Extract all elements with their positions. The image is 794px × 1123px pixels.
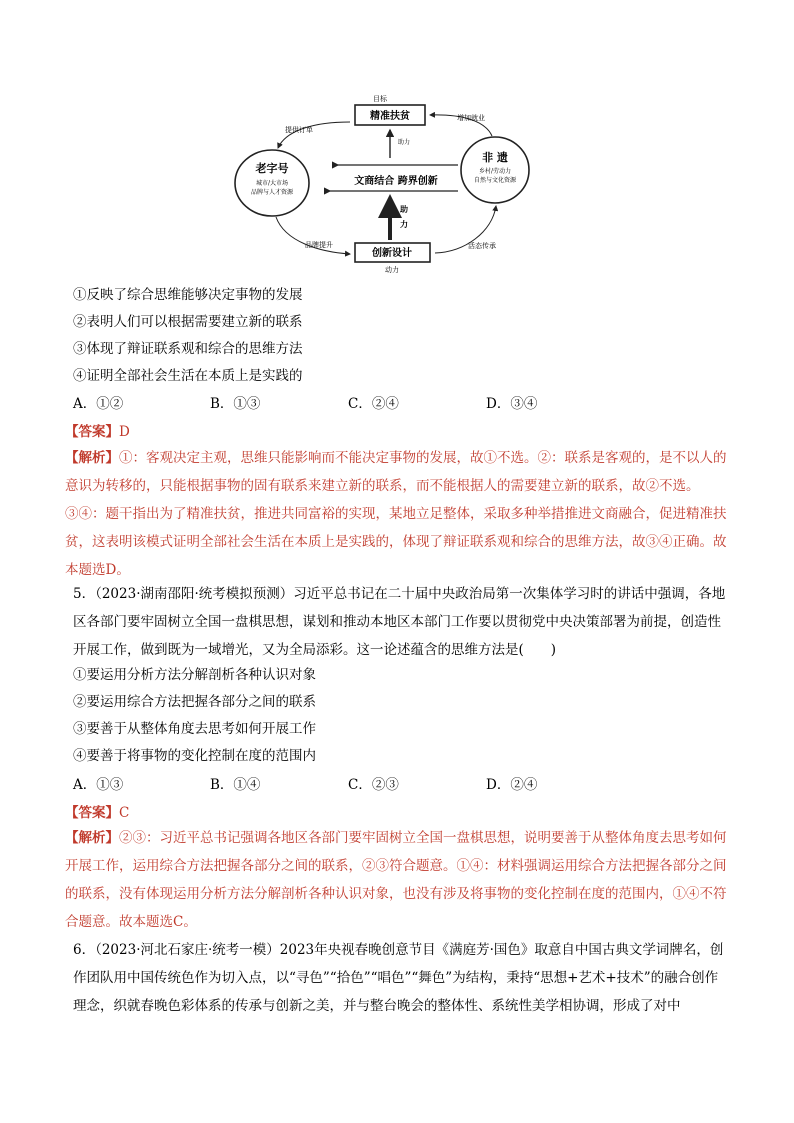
right-circle-sub1: 乡村/劳动力 [478,168,512,175]
q6-stem: 6．（2023·河北石家庄·统考一模）2023年央视春晚创意节目《满庭芳·国色》取意自中国古典文学词牌名，创作团队用中国传统色作为切入点，以“寻色”“拾色”“唱色”“舞色”为结构，秉持“思想+艺术+技术”的融合创作理念，织就春晚色彩体系的传承与创新之美，并与整台晚会的整体性、系统性美学相协调，形成了对中 [73,942,724,1014]
q5-analysis-tag: 【解析】 [65,830,119,846]
q5-option-b: B．①④ [210,777,261,793]
left-circle-sub2: 品牌与人才资源 [250,189,294,196]
q4-statement-2: ②表明人们可以根据需要建立新的联系 [73,314,303,330]
q5-option-a: A．①③ [73,777,124,793]
q4-option-b: B．①③ [210,396,261,412]
q5-answer-tag: 【答案】 [65,805,119,821]
bottom-box-text: 创新设计 [372,248,412,259]
q5-option-d: D．②④ [486,777,538,793]
lower-arrow-label-2: 力 [400,219,408,229]
q4-answer-value: D [119,424,130,440]
q5-statement-3: ③要善于从整体角度去思考如何开展工作 [73,721,316,737]
top-label: 目标 [373,95,387,103]
bottom-label: 动力 [385,266,399,274]
q4-statement-4: ④证明全部社会生活在本质上是实践的 [73,368,303,384]
q5-statement-4: ④要善于将事物的变化控制在度的范围内 [73,748,316,764]
left-circle-sub1: 城市/大市场 [255,180,289,187]
q4-statement-1: ①反映了综合思维能够决定事物的发展 [73,287,303,303]
q5-answer [65,803,129,823]
left-circle-title: 老字号 [255,162,289,175]
q4-statement-3: ③体现了辩证联系观和综合的思维方法 [73,341,303,357]
q4-answer [65,422,130,442]
q5-option-c: C．②③ [348,777,399,793]
q4-analysis-text: ①：客观决定主观，思维只能影响而不能决定事物的发展，故①不选。②：联系是客观的，是不以人的意识为转移的，只能根据事物的固有联系来建立新的联系，而不能根据人的需要建立新的联系，故②不选。③④：题干指出为了精准扶贫，推进共同富裕的实现，某地立足整体，采取多种举措推进文商融合，促进精准扶贫，这表明该模式证明全部社会生活在本质上是实践的，体现了辩证联系观和综合的思维方法，故③④正确。故本题选D。 [65,450,727,578]
poverty-alleviation-diagram [230,92,530,276]
lower-arrow-label-1: 助 [400,204,408,214]
q4-option-d: D．③④ [486,396,538,412]
q4-option-c: C．②④ [348,396,399,412]
bottom-right-label: 活态传承 [468,242,496,250]
q4-answer-tag: 【答案】 [65,424,119,440]
q4-analysis-tag: 【解析】 [65,450,119,466]
top-left-label: 提供订单 [285,126,313,134]
upper-arrow-label: 助力 [398,139,411,146]
q5-answer-value: C [119,805,130,821]
q4-option-a: A．①② [73,396,124,412]
q5-analysis-text: ②③：习近平总书记强调各地区各部门要牢固树立全国一盘棋思想，说明要善于从整体角度去思考如何开展工作，运用综合方法把握各部分之间的联系，②③符合题意。①④：材料强调运用综合方法把握各部分之间的联系，没有体现运用分析方法分解剖析各种认识对象，也没有涉及将事物的变化控制在度的范围内，①④不符合题意。故本题选C。 [65,830,727,930]
center-text: 文商结合 跨界创新 [354,176,438,187]
q4-analysis [65,444,730,584]
q5-analysis [65,824,730,936]
q5-stem: 5．（2023·湖南邵阳·统考模拟预测）习近平总书记在二十届中央政治局第一次集体学习时的讲话中强调，各地区各部门要牢固树立全国一盘棋思想，谋划和推动本地区本部门工作要以贯彻党中央决策部署为前提，创造性开展工作，做到既为一域增光，又为全局添彩。这一论述蕴含的思维方法是( ) [73,586,726,658]
q5-statement-2: ②要运用综合方法把握各部分之间的联系 [73,694,316,710]
top-right-label: 增加就业 [457,114,485,122]
bottom-left-label: 品牌提升 [305,241,333,249]
right-circle-title: 非 遗 [482,151,508,164]
top-box-text: 精准扶贫 [370,111,410,122]
right-circle-sub2: 自然与文化资源 [473,177,517,184]
q5-statement-1: ①要运用分析方法分解剖析各种认识对象 [73,667,316,683]
